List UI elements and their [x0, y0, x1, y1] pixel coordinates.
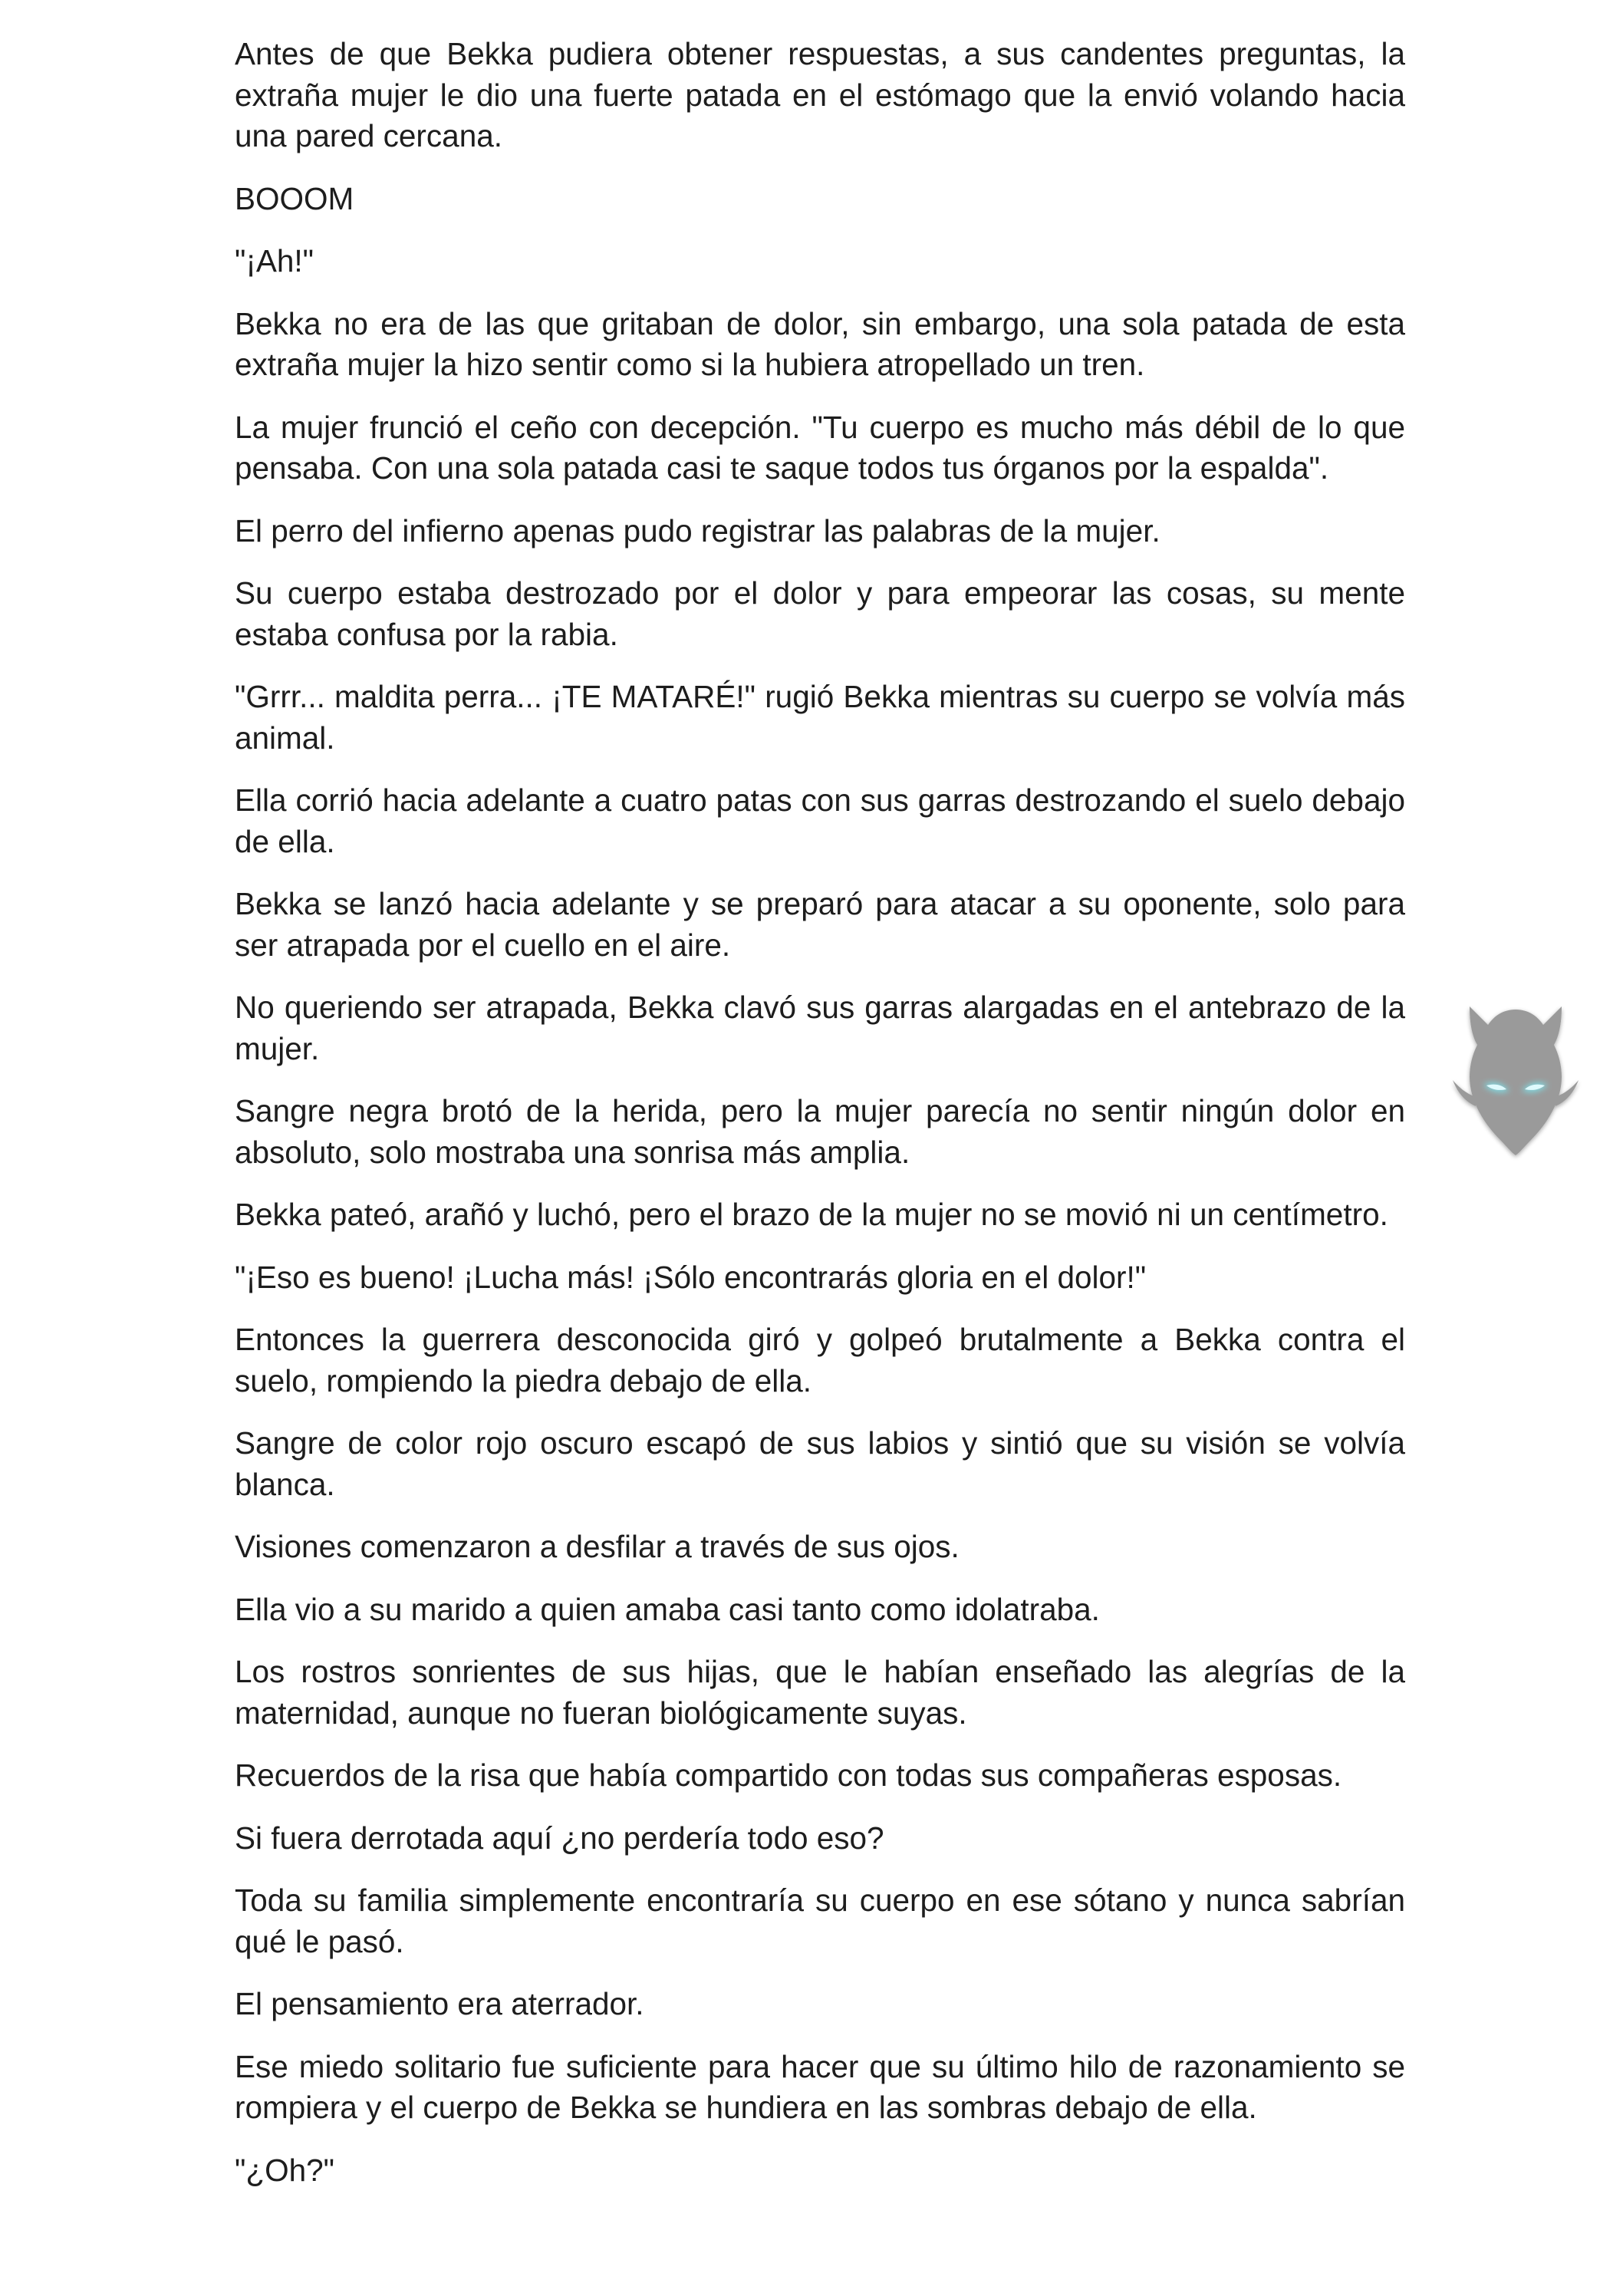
paragraph-24: Ese miedo solitario fue suficiente para hacer que su último hilo de razonamiento se rompiera y el cuerpo de Bekka se hundiera en las sombras debajo de ella.: [235, 2048, 1405, 2125]
paragraph-1: Antes de que Bekka pudiera obtener respuestas, a sus candentes preguntas, la extraña mujer le dio una fuerte patada en el estómago que la envió volando hacia una pared cercana.: [235, 36, 1405, 153]
paragraph-23: El pensamiento era aterrador.: [235, 1986, 644, 2021]
story-text: [235, 34, 1405, 2212]
paragraph-6: El perro del infierno apenas pudo registrar las palabras de la mujer.: [235, 512, 1160, 548]
paragraph-10: Bekka se lanzó hacia adelante y se preparó para atacar a su oponente, solo para ser atrapada por el cuello en el aire.: [235, 886, 1405, 963]
paragraph-18: Ella vio a su marido a quien amaba casi tanto como idolatraba.: [235, 1591, 1100, 1627]
paragraph-11: No queriendo ser atrapada, Bekka clavó sus garras alargadas en el antebrazo de la mujer.: [235, 990, 1405, 1066]
paragraph-4: Bekka no era de las que gritaban de dolor, sin embargo, una sola patada de esta extraña mujer la hizo sentir como si la hubiera atropellado un tren.: [235, 305, 1405, 382]
paragraph-15: Entonces la guerrera desconocida giró y golpeó brutalmente a Bekka contra el suelo, rompiendo la piedra debajo de ella.: [235, 1322, 1405, 1398]
paragraph-17: Visiones comenzaron a desfilar a través de sus ojos.: [235, 1529, 960, 1564]
paragraph-25: "¿Oh?": [235, 2152, 335, 2188]
paragraph-9: Ella corrió hacia adelante a cuatro patas con sus garras destrozando el suelo debajo de ella.: [235, 782, 1405, 859]
paragraph-8: "Grrr... maldita perra... ¡TE MATARÉ!" rugió Bekka mientras su cuerpo se volvía más animal.: [235, 679, 1405, 756]
paragraph-2: BOOOM: [235, 180, 354, 216]
paragraph-3: "¡Ah!": [235, 243, 314, 278]
paragraph-21: Si fuera derrotada aquí ¿no perdería todo eso?: [235, 1820, 884, 1856]
demon-head-icon: [1439, 994, 1592, 1168]
paragraph-12: Sangre negra brotó de la herida, pero la mujer parecía no sentir ningún dolor en absoluto, solo mostraba una sonrisa más amplia.: [235, 1093, 1405, 1170]
paragraph-14: "¡Eso es bueno! ¡Lucha más! ¡Sólo encontrarás gloria en el dolor!": [235, 1259, 1147, 1295]
paragraph-20: Recuerdos de la risa que había compartido con todas sus compañeras esposas.: [235, 1757, 1342, 1793]
paragraph-13: Bekka pateó, arañó y luchó, pero el brazo de la mujer no se movió ni un centímetro.: [235, 1197, 1388, 1232]
paragraph-5: La mujer frunció el ceño con decepción. "Tu cuerpo es mucho más débil de lo que pensaba. Con una sola patada casi te saque todos tus órganos por la espalda".: [235, 409, 1405, 486]
paragraph-16: Sangre de color rojo oscuro escapó de sus labios y sintió que su visión se volvía blanca.: [235, 1425, 1405, 1502]
paragraph-22: Toda su familia simplemente encontraría su cuerpo en ese sótano y nunca sabrían qué le pasó.: [235, 1883, 1405, 1959]
paragraph-7: Su cuerpo estaba destrozado por el dolor y para empeorar las cosas, su mente estaba confusa por la rabia.: [235, 575, 1405, 652]
paragraph-19: Los rostros sonrientes de sus hijas, que le habían enseñado las alegrías de la maternidad, aunque no fueran biológicamente suyas.: [235, 1654, 1405, 1731]
